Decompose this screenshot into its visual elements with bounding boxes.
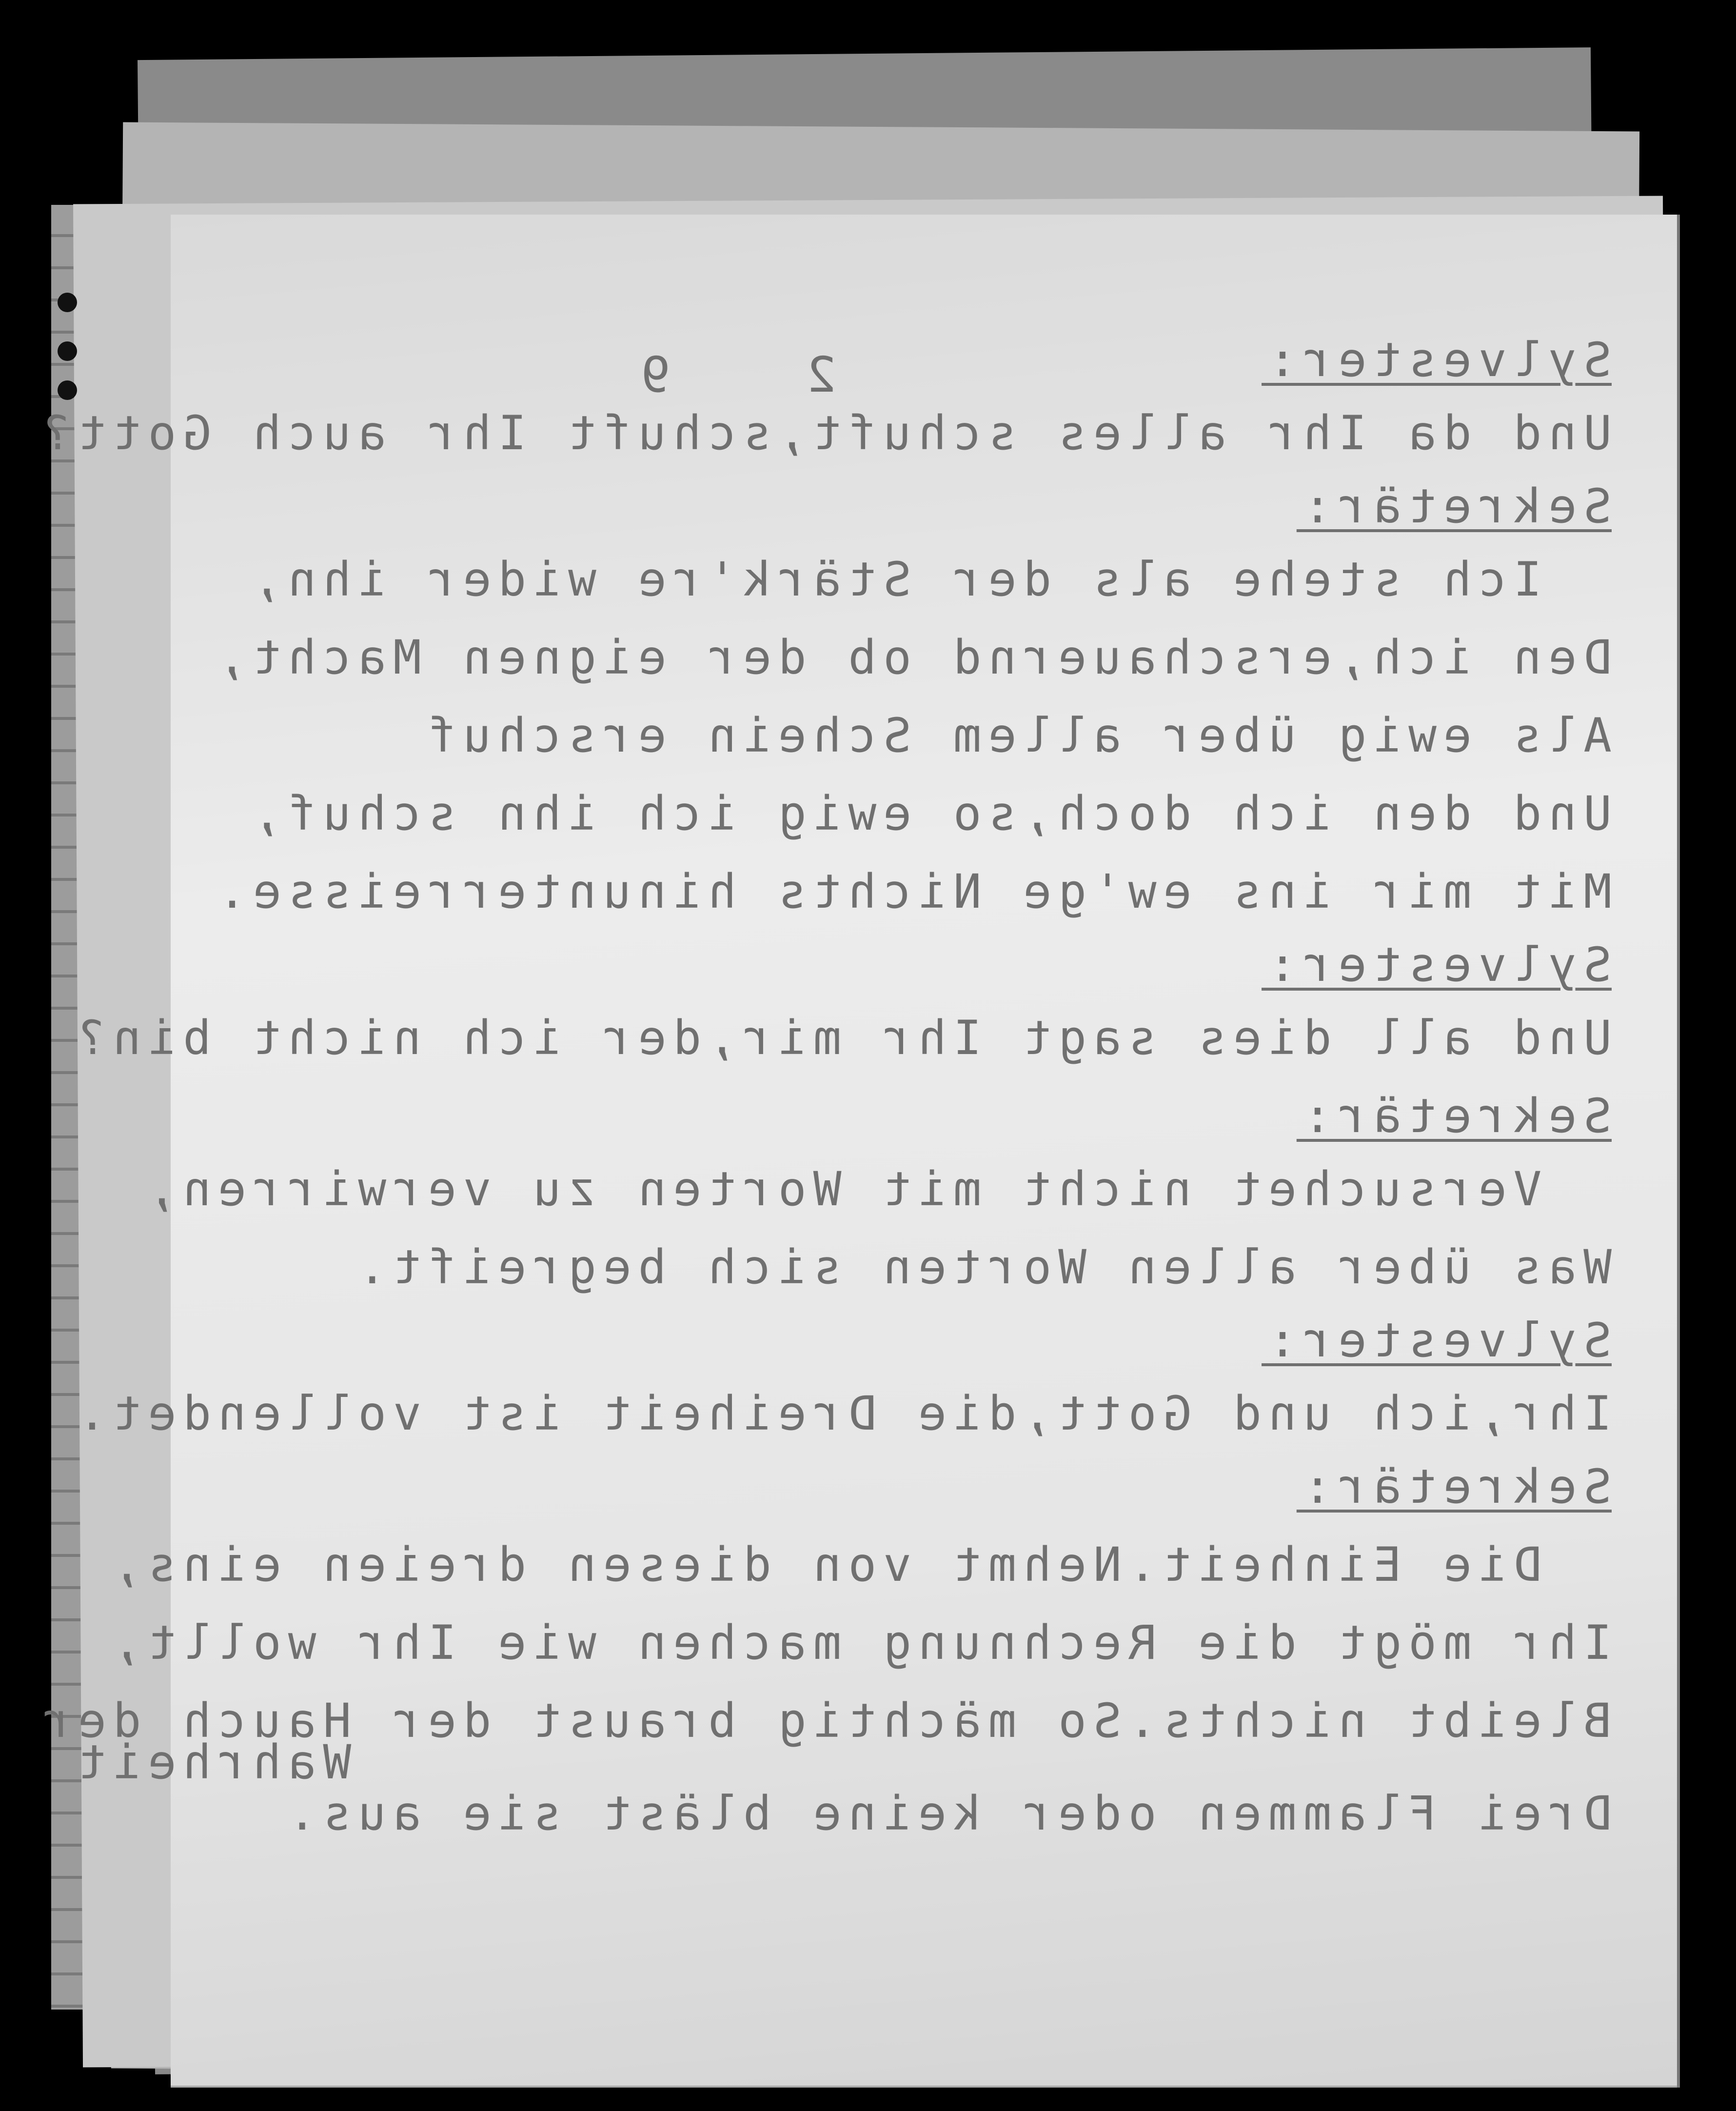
verse-line: Und all dies sagt Ihr mir,der ich nicht bin?	[71, 1011, 1612, 1065]
page-number: 2 9	[587, 346, 836, 403]
speaker-label: Sylvester:	[1262, 1313, 1612, 1368]
verse-line: Drei Flammen oder keine bläst sie aus.	[281, 1786, 1612, 1841]
punch-hole	[58, 293, 77, 312]
verse-line: Ihr mögt die Rechnung machen wie Ihr wollt,	[106, 1615, 1612, 1670]
speaker-label: Sylvester:	[1262, 333, 1612, 387]
verse-line: Als ewig über allem Schein erschuf	[421, 708, 1612, 763]
verse-line: Und den ich doch,so ewig ich ihn schuf,	[246, 786, 1612, 841]
verse-line: Und da Ihr alles schuft,schuft Ihr auch Gott?	[36, 406, 1612, 460]
verse-line: Was über allen Worten sich begreift.	[351, 1240, 1612, 1294]
verse-line: Mit mir ins ew'ge Nichts hinunterreisse.	[211, 864, 1612, 919]
verse-line: Ihr,ich und Gott,die Dreiheit ist vollendet.	[71, 1386, 1612, 1441]
punch-hole	[58, 341, 77, 361]
speaker-label: Sekretär:	[1296, 1459, 1612, 1514]
verse-line: Versuchet nicht mit Worten zu verwirren,	[141, 1162, 1612, 1216]
verse-line: Die Einheit.Nehmt von diesen dreien eins,	[106, 1537, 1612, 1592]
speaker-label: Sylvester:	[1262, 937, 1612, 992]
typewritten-page	[36, 215, 1680, 2088]
verse-line: Ich stehe als der Stärk're wider ihn,	[246, 552, 1612, 607]
mirrored-typescript	[36, 215, 1680, 2088]
verse-line-continuation: Wahrheit	[71, 1735, 1612, 1790]
verse-line: Bleibt nichts.So mächtig braust der Hauch der	[36, 1693, 1612, 1748]
verse-line: Den ich,erschauernd ob der eignen Macht,	[211, 630, 1612, 685]
speaker-label: Sekretär:	[1296, 1089, 1612, 1143]
punch-hole	[58, 380, 77, 400]
speaker-label: Sekretär:	[1296, 479, 1612, 534]
